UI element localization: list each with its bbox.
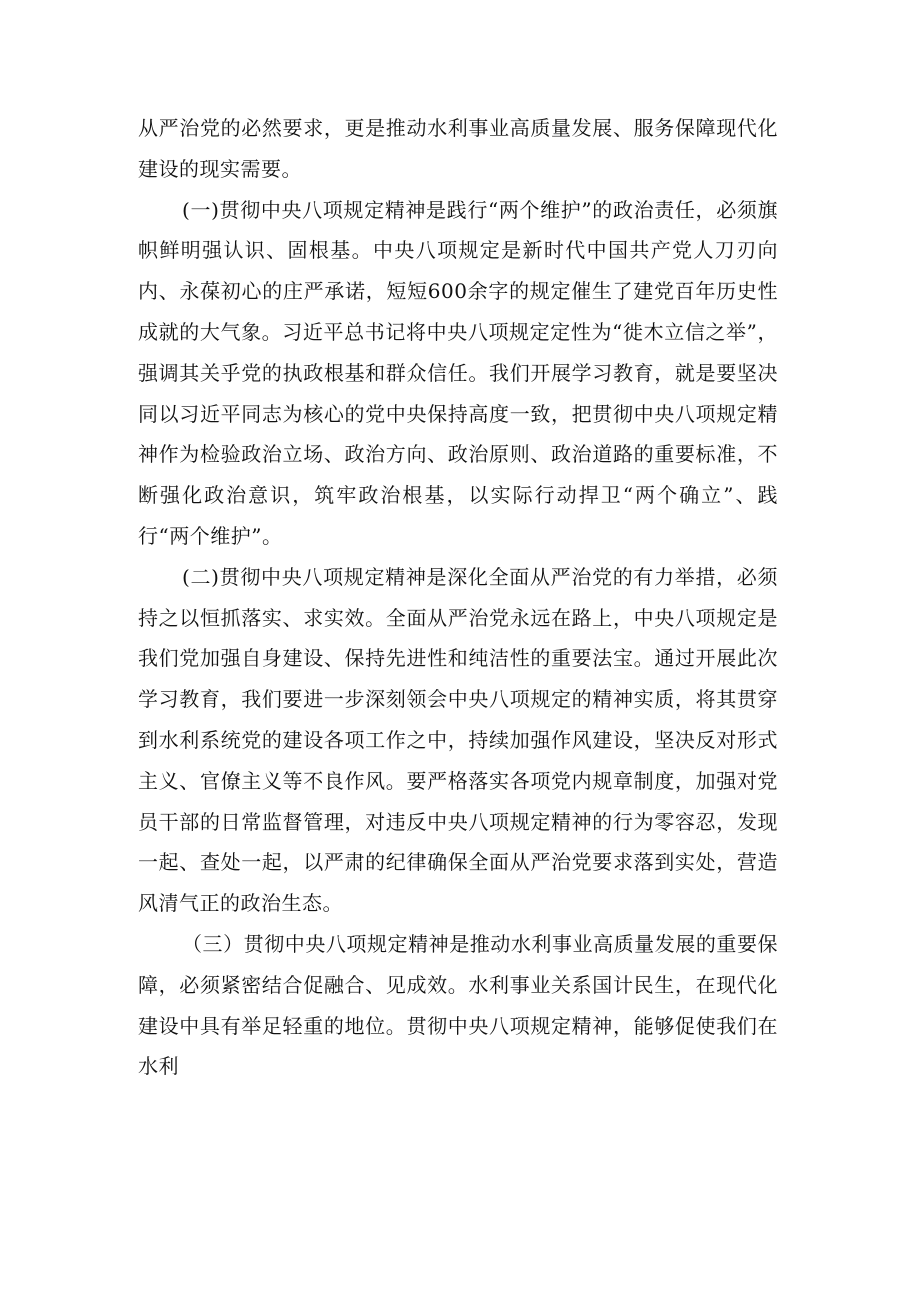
paragraph-section-3: （三）贯彻中央八项规定精神是推动水利事业高质量发展的重要保障，必须紧密结合促融合、见成效。水利事业关系国计民生，在现代化建设中具有举足轻重的地位。贯彻中央八项规定精神，能够促使我们在水利 bbox=[138, 931, 778, 1079]
paragraph-section-1: (一)贯彻中央八项规定精神是践行“两个维护”的政治责任，必须旗帜鲜明强认识、固根基。中央八项规定是新时代中国共产党人刀刃向内、永葆初心的庄严承诺，短短600余字的规定催生了建党百年历史性成就的大气象。习近平总书记将中央八项规定定性为“徙木立信之举”，强调其关乎党的执政根基和群众信任。我们开展学习教育，就是要坚决同以习近平同志为核心的党中央保持高度一致，把贯彻中央八项规定精神作为检验政治立场、政治方向、政治原则、政治道路的重要标准，不断强化政治意识，筑牢政治根基，以实际行动捍卫“两个确立”、践行“两个维护”。 bbox=[138, 197, 778, 548]
paragraph-intro-continuation: 从严治党的必然要求，更是推动水利事业高质量发展、服务保障现代化建设的现实需要。 bbox=[138, 116, 778, 181]
paragraph-section-2: (二)贯彻中央八项规定精神是深化全面从严治党的有力举措，必须持之以恒抓落实、求实效。全面从严治党永远在路上，中央八项规定是我们党加强自身建设、保持先进性和纯洁性的重要法宝。通过开展此次学习教育，我们要进一步深刻领会中央八项规定的精神实质，将其贯穿到水利系统党的建设各项工作之中，持续加强作风建设，坚决反对形式主义、官僚主义等不良作风。要严格落实各项党内规章制度，加强对党员干部的日常监督管理，对违反中央八项规定精神的行为零容忍，发现一起、查处一起，以严肃的纪律确保全面从严治党要求落到实处，营造风清气正的政治生态。 bbox=[138, 564, 778, 916]
document-body bbox=[138, 108, 778, 1087]
